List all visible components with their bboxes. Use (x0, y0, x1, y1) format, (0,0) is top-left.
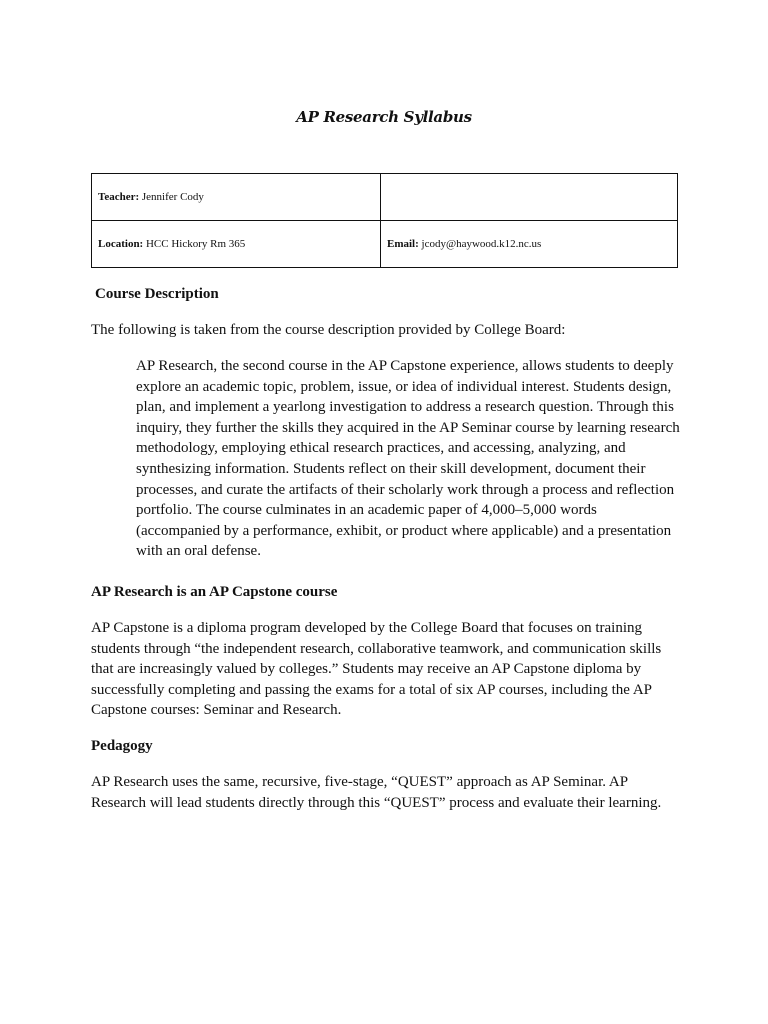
location-cell (92, 221, 381, 268)
teacher-label: Teacher: (98, 191, 140, 203)
teacher-cell (92, 174, 381, 221)
info-table (91, 173, 678, 268)
teacher-value: Jennifer Cody (141, 191, 204, 203)
pedagogy-body: AP Research uses the same, recursive, five-stage, “QUEST” approach as AP Seminar. AP Research will lead students directly through this “QUEST” process and evaluate their learning. (91, 774, 662, 811)
email-value: jcody@haywood.k12.nc.us (421, 238, 542, 250)
course-description-heading: Course Description (95, 286, 219, 302)
course-description-quote: AP Research, the second course in the AP Capstone experience, allows students to deeply explore an academic topic, problem, issue, or idea of individual interest. Students design, plan, and implement a yearlong investigation to address a research question. Through this inquiry, they further the skills they acquired in the AP Seminar course by learning research methodology, employing ethical research practices, and accessing, analyzing, and synthesizing information. Students reflect on their skill development, document their processes, and curate the artifacts of their scholarly work through a process and reflection portfolio. The course culminates in an academic paper of 4,000–5,000 words (accompanied by a performance, exhibit, or product where applicable) and a presentation with an oral defense. (136, 358, 680, 560)
location-label: Location: (98, 238, 144, 250)
email-cell (381, 221, 678, 268)
email-label: Email: (387, 238, 419, 250)
info-table-row (92, 221, 678, 268)
document-title: AP Research Syllabus (296, 108, 472, 126)
empty-cell (381, 174, 678, 221)
capstone-heading: AP Research is an AP Capstone course (91, 584, 338, 600)
course-description-intro: The following is taken from the course description provided by College Board: (91, 322, 566, 338)
capstone-body: AP Capstone is a diploma program developed by the College Board that focuses on training students through “the independent research, collaborative teamwork, and communication skills that are increasingly valued by colleges.” Students may receive an AP Capstone diploma by successfully completing and passing the exams for a total of six AP courses, including the AP Capstone courses: Seminar and Research. (91, 620, 662, 719)
info-table-row (92, 174, 678, 221)
location-value: HCC Hickory Rm 365 (145, 238, 246, 250)
pedagogy-heading: Pedagogy (91, 738, 153, 754)
